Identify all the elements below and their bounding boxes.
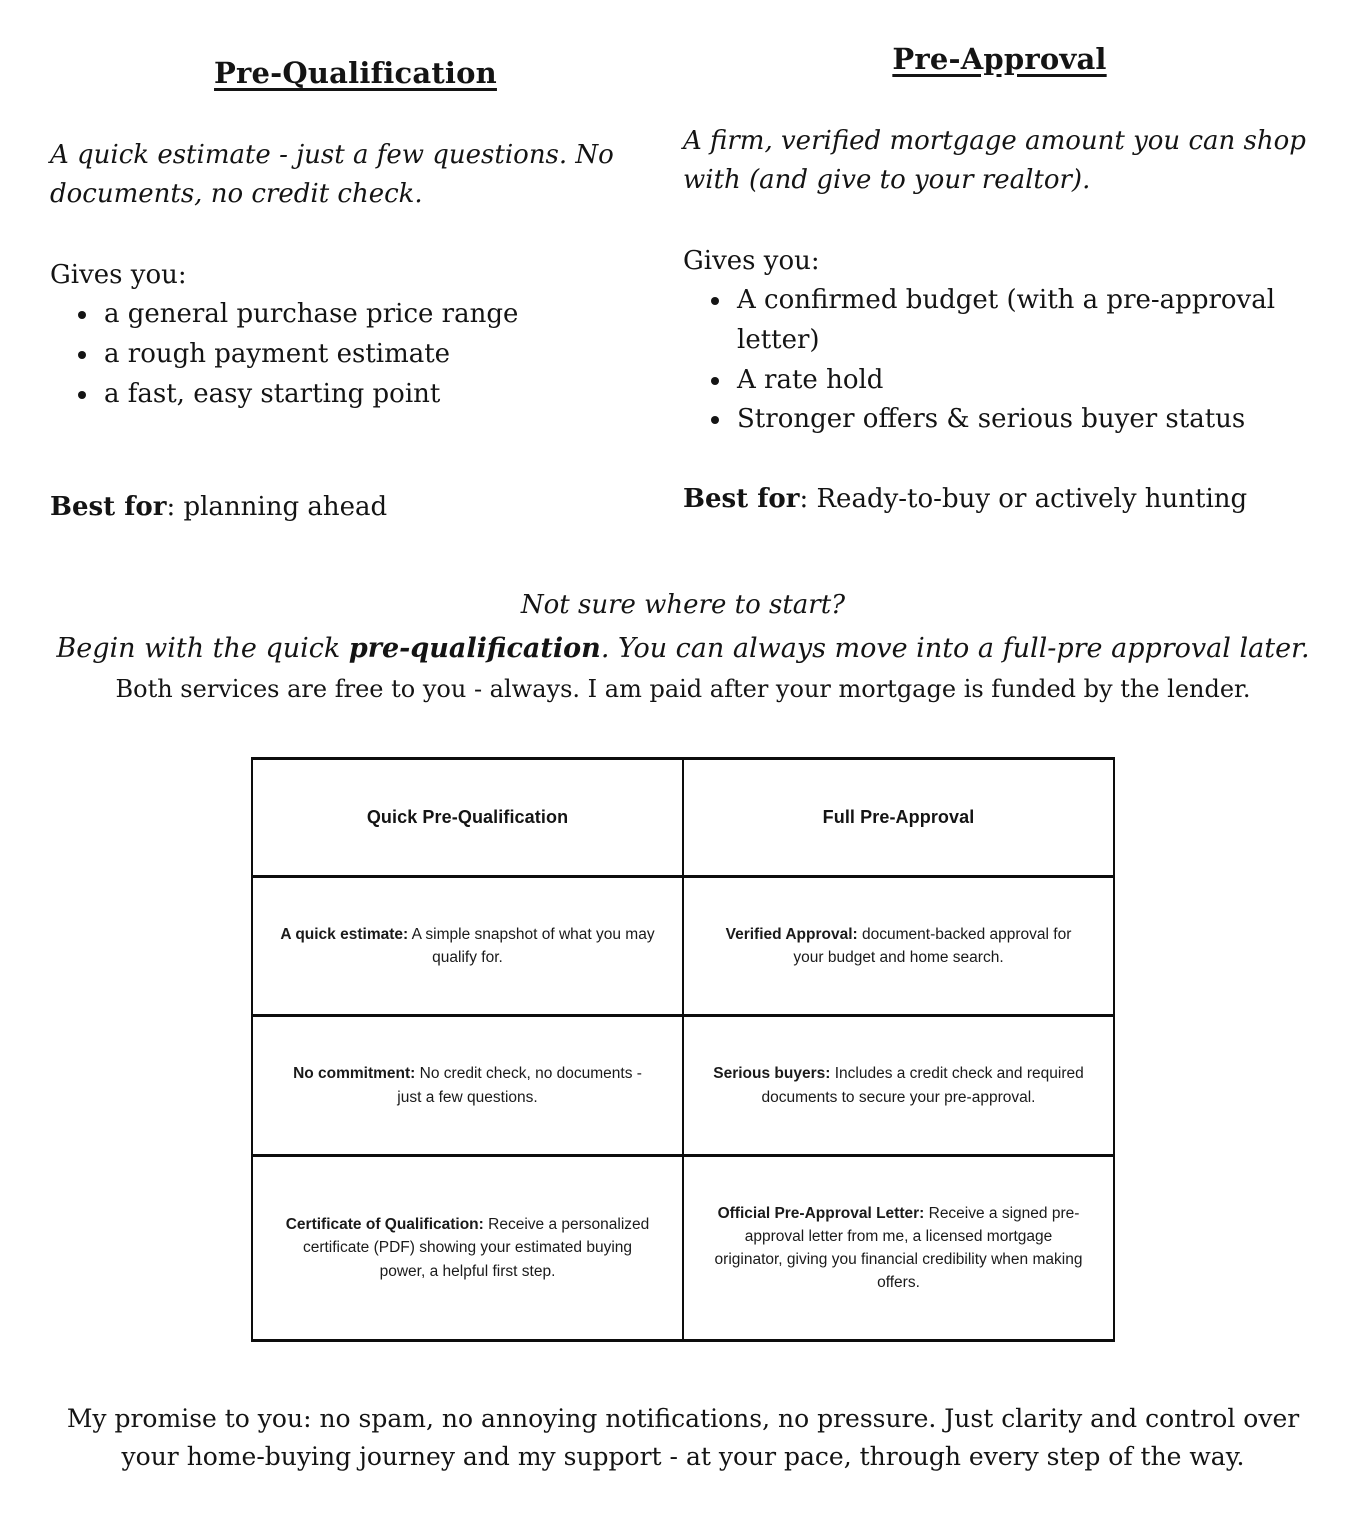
cell-text: No credit check, no documents - just a few questions. <box>397 1065 642 1106</box>
table-row <box>252 1156 1114 1341</box>
list-item: • a rough payment estimate <box>100 335 661 375</box>
cell-lead: Verified Approval: <box>725 925 858 943</box>
cell-text: document-backed approval for your budget and home search. <box>793 925 1072 966</box>
guidance-recommendation <box>0 633 1366 664</box>
cell-lead: No commitment: <box>293 1065 416 1083</box>
best-for-label: Best for <box>683 484 800 515</box>
preapproval-best-for <box>683 484 1316 514</box>
cell-lead: Serious buyers: <box>713 1065 831 1083</box>
table-header-row <box>252 759 1114 877</box>
preapproval-column <box>683 0 1366 560</box>
table-header-preapproval: Full Pre-Approval <box>683 759 1114 877</box>
comparison-columns <box>0 0 1366 560</box>
list-item: • Stronger offers & serious buyer status <box>733 400 1316 440</box>
cell-text: Includes a credit check and required documents to secure your pre-approval. <box>761 1065 1084 1106</box>
cell-text: A simple snapshot of what you may qualify for. <box>408 925 655 966</box>
table-row <box>252 877 1114 1016</box>
table-cell <box>683 1016 1114 1156</box>
preapproval-intro: A firm, verified mortgage amount you can shop with (and give to your realtor). <box>683 126 1306 195</box>
best-for-value: : Ready-to-buy or actively hunting <box>799 484 1248 515</box>
preapproval-benefits-list <box>683 281 1316 440</box>
prequalification-gives-label: Gives you: <box>50 260 187 290</box>
table-cell <box>252 1016 683 1156</box>
guidance-section <box>0 590 1366 703</box>
list-item: • a general purchase price range <box>100 295 661 335</box>
promise-statement: My promise to you: no spam, no annoying notifications, no pressure. Just clarity and control over your home-buying journey and my support - at your pace, through every step of the way. <box>66 1404 1300 1471</box>
table-cell <box>252 1156 683 1341</box>
preapproval-gives-label: Gives you: <box>683 246 820 276</box>
list-item: • A rate hold <box>733 361 1316 401</box>
fee-disclosure: Both services are free to you - always. I am paid after your mortgage is funded by the lender. <box>115 675 1251 703</box>
cell-text: Receive a personalized certificate (PDF) showing your estimated buying power, a helpful first step. <box>302 1216 650 1280</box>
list-item: • A confirmed budget (with a pre-approval letter) <box>733 281 1316 361</box>
recommendation-text-pre: Begin with the quick <box>56 633 349 664</box>
cell-lead: Certificate of Qualification: <box>285 1216 484 1234</box>
guidance-question: Not sure where to start? <box>520 590 846 620</box>
prequalification-best-for <box>50 492 661 522</box>
table-row <box>252 1016 1114 1156</box>
prequalification-column <box>0 0 683 560</box>
table-header-prequalification: Quick Pre-Qualification <box>252 759 683 877</box>
table-cell <box>252 877 683 1016</box>
table-cell <box>683 877 1114 1016</box>
best-for-label: Best for <box>50 492 167 523</box>
best-for-value: : planning ahead <box>166 492 388 523</box>
cell-text: Receive a signed pre-approval letter from me, a licensed mortgage originator, giving you financial credibility when making offers. <box>714 1204 1083 1292</box>
comparison-table <box>251 757 1115 1342</box>
prequalification-benefits-list <box>50 295 661 414</box>
prequalification-title: Pre-Qualification <box>214 56 497 90</box>
cell-lead: Official Pre-Approval Letter: <box>717 1204 925 1222</box>
cell-lead: A quick estimate: <box>280 925 409 943</box>
table-cell <box>683 1156 1114 1341</box>
list-item: • a fast, easy starting point <box>100 375 661 415</box>
recommendation-text-post: . You can always move into a full-pre approval later. <box>600 633 1310 664</box>
preapproval-title: Pre-Approval <box>892 42 1107 76</box>
recommendation-emphasis: pre-qualification <box>348 633 601 664</box>
prequalification-intro: A quick estimate - just a few questions. No documents, no credit check. <box>50 140 614 209</box>
